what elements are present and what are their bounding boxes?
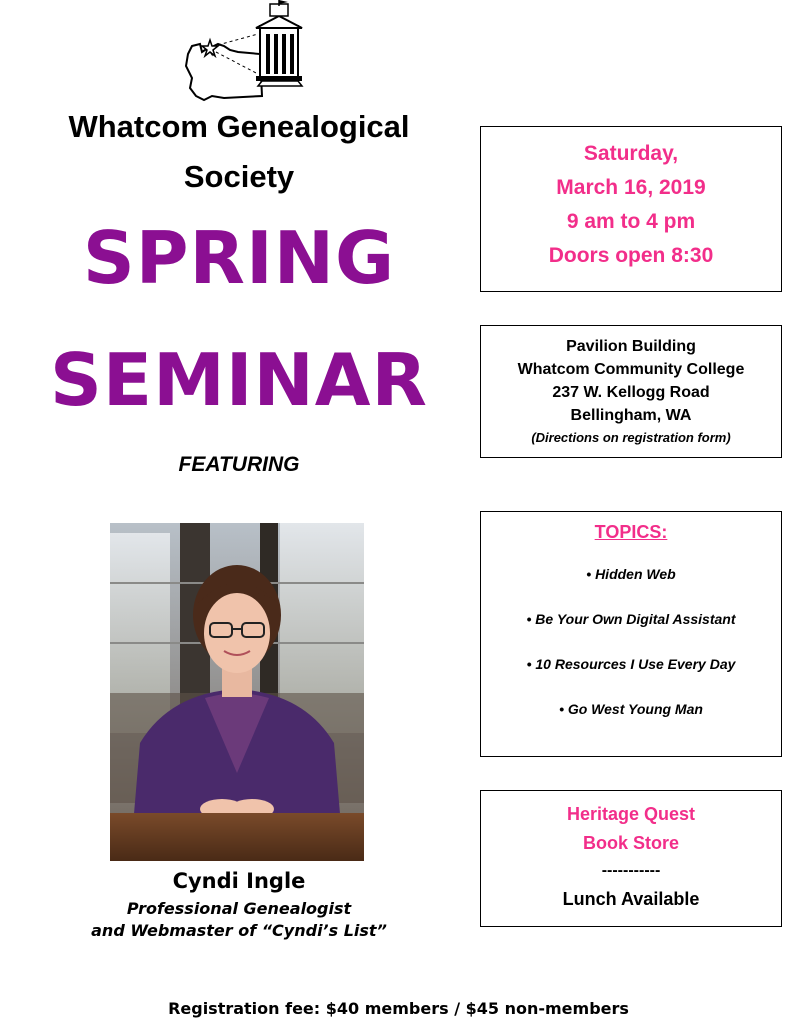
location-city: Bellingham, WA: [570, 407, 692, 424]
title-spring: SPRING: [82, 216, 396, 300]
topic-item: • Go West Young Man: [559, 701, 703, 717]
location-box: [480, 325, 782, 458]
topics-heading: TOPICS:: [594, 522, 668, 542]
date-box: [480, 126, 782, 292]
speaker-photo: [110, 523, 364, 861]
org-name-line1: Whatcom Genealogical: [68, 109, 410, 144]
location-college: Whatcom Community College: [517, 361, 745, 378]
date-time: 9 am to 4 pm: [566, 210, 696, 233]
topic-item: • Be Your Own Digital Assistant: [526, 611, 736, 627]
registration-fee: Registration fee: $40 members / $45 non-members: [168, 999, 629, 1018]
featuring-label: FEATURING: [178, 453, 300, 476]
bookstore-line2: Book Store: [582, 833, 679, 853]
bookstore-line1: Heritage Quest: [566, 804, 696, 824]
speaker-name: Cyndi Ingle: [172, 869, 306, 893]
doors-open: Doors open 8:30: [548, 244, 714, 267]
washington-courthouse-icon: [178, 0, 310, 104]
location-building: Pavilion Building: [566, 338, 696, 355]
topic-item: • Hidden Web: [586, 566, 676, 582]
date-day: Saturday,: [583, 142, 679, 165]
society-logo: [178, 0, 310, 104]
speaker-role-line2: and Webmaster of “Cyndi’s List”: [91, 921, 387, 940]
lunch-available: Lunch Available: [562, 889, 700, 909]
location-note: (Directions on registration form): [531, 430, 731, 445]
org-name-line2: Society: [183, 159, 295, 194]
location-street: 237 W. Kellogg Road: [552, 384, 710, 401]
extras-box: [480, 790, 782, 927]
date-full: March 16, 2019: [556, 176, 706, 199]
extras-divider: -----------: [601, 862, 661, 879]
topics-box: [480, 511, 782, 757]
topic-item: • 10 Resources I Use Every Day: [526, 656, 736, 672]
title-seminar: SEMINAR: [50, 338, 428, 422]
speaker-role-line1: Professional Genealogist: [126, 899, 352, 918]
